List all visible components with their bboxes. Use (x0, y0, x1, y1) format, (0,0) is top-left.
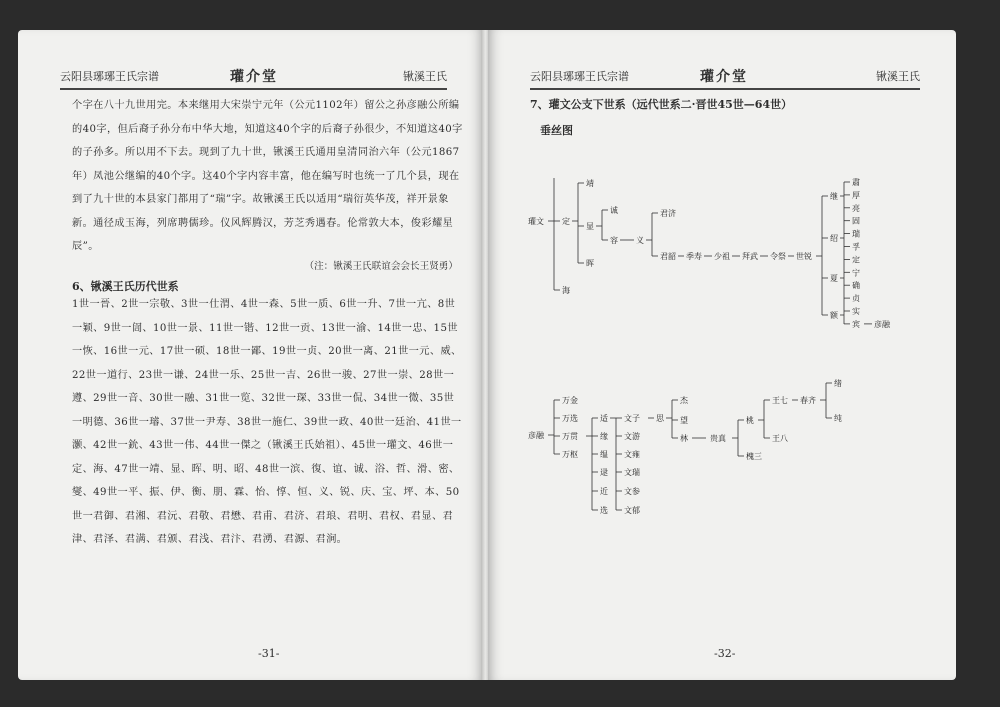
header-hall-name: 瓘介堂 (230, 69, 278, 85)
lineage-tree-lower (528, 378, 842, 515)
tree-node: 君韶 (660, 252, 676, 261)
lineage-tree-diagram (488, 138, 956, 558)
tree-node: 义 (636, 236, 644, 245)
tree-node: 林 (680, 434, 688, 443)
tree-node: 晖 (586, 259, 594, 268)
tree-node: 春齐 (800, 396, 816, 405)
paragraph-generations (72, 293, 464, 552)
tree-node: 彦融 (528, 431, 544, 440)
tree-node: 适 (600, 414, 608, 423)
header-clan-name: 锹溪王氏 (876, 70, 920, 83)
paragraph-text: 个字在八十九世用完。本来继用大宋崇宁元年（公元1102年）留公之孙彦融公所编的40字，但后裔子孙分布中华大地，知道这40个字的后裔子孙很少，不知道这40字的子孙多。所以用不下去。现到了九十世，锹溪王氏通用皇清同治六年（公元1867年）凤池公继编的40个字。这40个字内容丰富，他在编写时也统一了几个县，现在到了九十世的本县家门都用了“瑞”字。故锹溪王氏以适用“瑞衍英华茂，祥开景象新。通径成玉海，列席聘儒珍。仪风辉腾汉，芳芝秀遇春。伦常敦大本，俊彩耀星辰”。 (72, 100, 463, 252)
tree-node: 绍 (830, 234, 838, 243)
tree-node: 贵真 (710, 434, 726, 443)
tree-node: 绪 (834, 379, 842, 388)
tree-node: 近 (600, 487, 608, 496)
paragraph-text: 1世一晉、2世一宗敬、3世一仕渭、4世一森、5世一质、6世一升、7世一亢、8世一颖、9世一訚、10世一景、11世一锴、12世一贡、13世一渝、14世一忠、15世一恢、16世一元、17世一硕、18世一鄙、19世一贞、20世一离、21世一元、威、22世一道行、23世一谦、24世一乐、25世一吉、26世一骏、27世一崇、28世一遵、29世一音、30世一融、31世一览、32世一琛、33世一侃、34世一微、35世一明德、36世一璿、37世一尹寿、38世一施仁、39世一政、40世一廷治、41世一灏、42世一鈗、43世一伟、44世一傑之（锹溪王氏始祖）、45世一瓘文、46世一定、海、47世一靖、显、晖、明、昭、48世一滨、復、谊、诚、浴、哲、滑、密、燮、49世一平、振、伊、衡、朋、霖、怡、惇、恒、义、锐、庆、宝、坪、本、50世一君御、君湘、君沅、君敬、君懋、君甫、君济、君琅、君明、君权、君显、君津、君泽、君满、君颁、君浅、君汴、君湧、君源、君涧。 (72, 299, 462, 545)
tree-node: 孚 (852, 242, 860, 252)
tree-node: 桃 (746, 416, 754, 425)
tree-node: 文参 (624, 487, 640, 496)
tree-node: 显 (586, 222, 594, 231)
tree-node: 实 (852, 307, 860, 316)
tree-node: 厚 (852, 190, 860, 200)
tree-node: 定 (852, 255, 860, 265)
header-clan-name: 锹溪王氏 (403, 70, 447, 83)
tree-node: 靖 (586, 179, 594, 188)
tree-node: 诚 (610, 206, 618, 215)
tree-node: 额 (830, 311, 838, 320)
page-header (530, 66, 920, 90)
tree-node: 万枢 (562, 450, 578, 459)
header-genealogy-title: 云阳县琊琊王氏宗谱 (530, 70, 629, 83)
tree-node: 宁 (852, 268, 860, 278)
tree-node: 世锐 (796, 252, 812, 261)
tree-node: 彦融 (874, 319, 890, 329)
tree-node: 瑞 (852, 229, 860, 239)
tree-node: 夏 (830, 274, 838, 283)
left-page (18, 30, 483, 680)
tree-node: 杰 (680, 396, 688, 405)
page-number: -32- (714, 647, 736, 660)
section-title: 6、锹溪王氏历代世系 (72, 280, 179, 293)
tree-node: 确 (852, 281, 860, 291)
right-page (488, 30, 956, 680)
tree-node: 容 (610, 236, 618, 245)
tree-node: 瓘文 (528, 217, 544, 226)
page-header (60, 66, 447, 90)
tree-node: 继 (830, 192, 838, 201)
tree-node: 万选 (562, 414, 578, 423)
tree-node: 季寿 (686, 252, 702, 261)
lineage-tree-upper (528, 177, 891, 329)
tree-node: 少祖 (714, 252, 730, 261)
open-book (18, 30, 956, 690)
tree-node: 固 (852, 216, 860, 226)
author-note: （注：锹溪王氏联谊会会长王贤勇） (304, 261, 458, 272)
tree-node: 思 (656, 414, 664, 423)
tree-node: 文郁 (624, 506, 640, 515)
tree-node: 令祭 (770, 252, 786, 261)
tree-node: 亮 (852, 203, 860, 213)
tree-node: 定 (562, 217, 570, 226)
tree-node: 望 (680, 416, 688, 425)
paragraph-naming-characters (72, 94, 464, 259)
tree-node: 选 (600, 506, 608, 515)
tree-node: 文瑞 (624, 468, 640, 477)
tree-node: 贞 (852, 294, 860, 304)
tree-node: 拜武 (742, 252, 758, 261)
tree-node: 缘 (600, 432, 608, 441)
tree-node: 文雍 (624, 450, 640, 459)
tree-node: 宾 (852, 319, 860, 329)
header-hall-name: 瓘介堂 (700, 69, 748, 85)
tree-node: 文游 (624, 432, 640, 441)
tree-node: 逯 (600, 468, 608, 477)
tree-node: 万金 (562, 396, 578, 405)
tree-node: 万贯 (562, 432, 578, 441)
tree-node: 王七 (772, 396, 788, 405)
subheading: 垂丝图 (540, 124, 573, 137)
tree-node: 纯 (834, 414, 842, 423)
section-title: 7、瓘文公支下世系（远代世系二·晋世45世—64世） (530, 98, 793, 111)
tree-node: 海 (562, 286, 570, 295)
tree-node: 王八 (772, 434, 788, 443)
tree-node: 君济 (660, 209, 676, 218)
tree-node: 缊 (600, 450, 608, 459)
tree-node: 槐三 (746, 452, 762, 461)
header-genealogy-title: 云阳县琊琊王氏宗谱 (60, 70, 159, 83)
page-number: -31- (258, 647, 280, 660)
tree-node: 肅 (852, 178, 860, 187)
tree-node: 文子 (624, 414, 640, 423)
